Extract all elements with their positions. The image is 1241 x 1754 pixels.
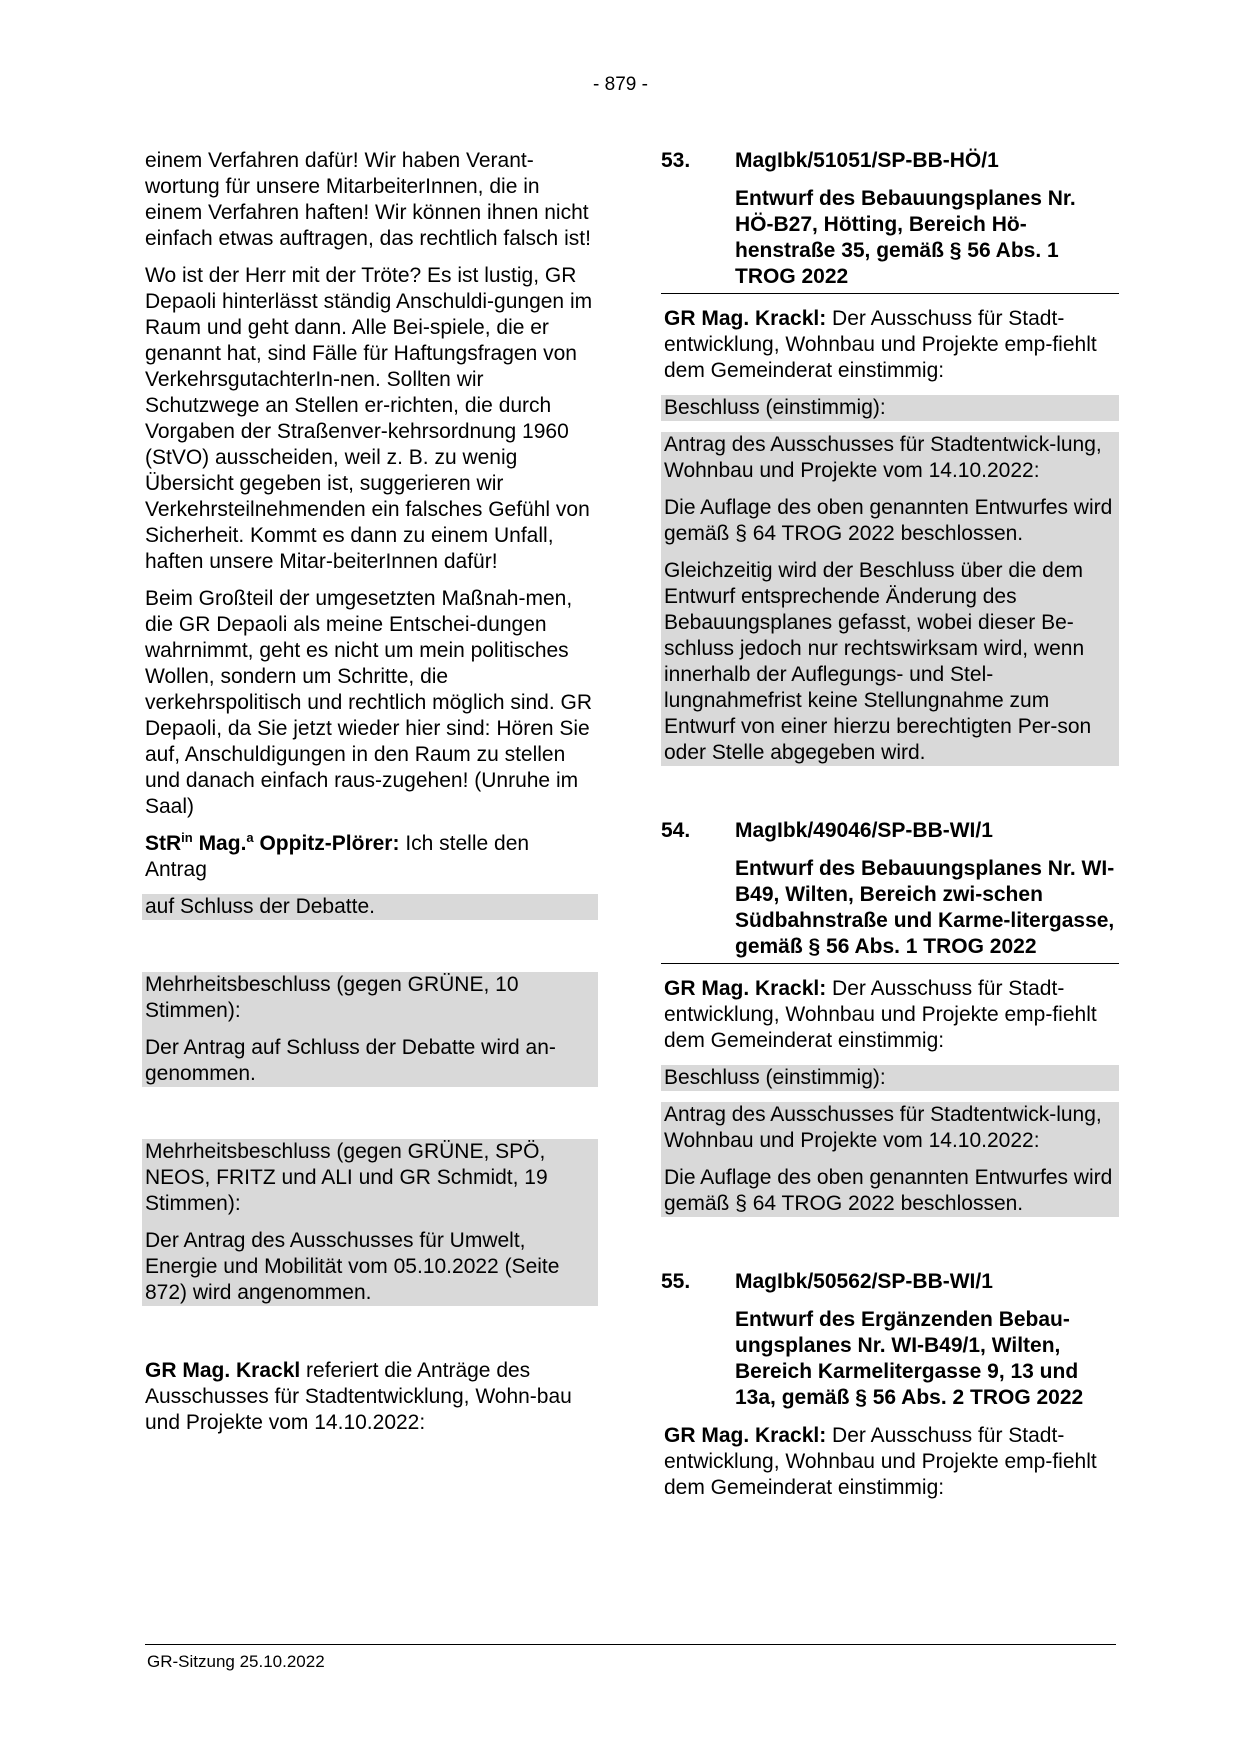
item-number: 54. xyxy=(661,819,691,842)
footer-divider xyxy=(145,1644,1116,1645)
vote-title: Mehrheitsbeschluss (gegen GRÜNE, 10 Stimmen): xyxy=(145,973,519,1022)
item-title: Entwurf des Bebauungsplanes Nr. WI-B49, Wilten, Bereich zwi-schen Südbahnstraße und Karme-litergasse, gemäß § 56 Abs. 1 TROG 2022 xyxy=(735,857,1115,958)
speaker-name: GR Mag. Krackl: xyxy=(664,1424,827,1447)
speaker-statement: GR Mag. Krackl referiert die Anträge des Ausschusses für Stadtentwicklung, Wohn-bau und Projekte vom 14.10.2022: xyxy=(145,1359,572,1434)
item-reference: MagIbk/50562/SP-BB-WI/1 xyxy=(735,1270,993,1293)
page-number: - 879 - xyxy=(593,74,648,95)
speaker-statement: GR Mag. Krackl: Der Ausschuss für Stadt-entwicklung, Wohnbau und Projekte emp-fiehlt dem Gemeinderat einstimmig: xyxy=(664,977,1097,1052)
speaker-name: GR Mag. Krackl: xyxy=(664,307,827,330)
motion-text: Antrag des Ausschusses für Stadtentwick-lung, Wohnbau und Projekte vom 14.10.2022: xyxy=(664,433,1102,482)
paragraph: Wo ist der Herr mit der Tröte? Es ist lustig, GR Depaoli hinterlässt ständig Anschuldi-gungen im Raum und geht dann. Alle Bei-spiele, die er genannt hat, sind Fälle für Haftungsfragen von VerkehrsgutachterIn-nen. Sollten wir Schutzwege an Stellen er-richten, die durch Vorgaben der Straßenver-kehrsordnung 1960 (StVO) ausscheiden, weil z. B. zu wenig Übersicht gegeben ist, suggerieren wir Verkehrsteilnehmenden ein falsches Gefühl von Sicherheit. Kommt es dann zu einem Unfall, haften unsere Mitar-beiterInnen dafür! xyxy=(145,264,593,573)
motion-text: auf Schluss der Debatte. xyxy=(145,895,375,918)
vote-result-box xyxy=(142,972,598,1087)
vote-text: Der Antrag auf Schluss der Debatte wird an-genommen. xyxy=(145,1036,556,1085)
decision-text-box xyxy=(661,432,1119,766)
decision-text: Die Auflage des oben genannten Entwurfes wird gemäß § 64 TROG 2022 beschlossen. xyxy=(664,496,1113,545)
right-column xyxy=(661,148,1116,1512)
item-reference: MagIbk/51051/SP-BB-HÖ/1 xyxy=(735,149,999,172)
decision-text-box xyxy=(661,1102,1119,1217)
vote-title: Mehrheitsbeschluss (gegen GRÜNE, SPÖ, NEOS, FRITZ und ALI und GR Schmidt, 19 Stimmen): xyxy=(145,1140,548,1215)
decision-box xyxy=(661,1065,1119,1091)
footer-text: GR-Sitzung 25.10.2022 xyxy=(147,1652,325,1671)
decision-box xyxy=(661,395,1119,421)
agenda-item-header xyxy=(661,148,1119,294)
decision-label: Beschluss (einstimmig): xyxy=(664,1066,886,1089)
paragraph: einem Verfahren dafür! Wir haben Verant-wortung für unsere MitarbeiterInnen, die in einem Verfahren haften! Wir können ihnen nicht einfach etwas auftragen, das rechtlich falsch ist! xyxy=(145,149,591,250)
paragraph: Beim Großteil der umgesetzten Maßnah-men, die GR Depaoli als meine Entschei-dungen wahrnimmt, geht es nicht um mein politisches Wollen, sondern um Schritte, die verkehrspolitisch und rechtlich möglich sind. GR Depaoli, da Sie jetzt wieder hier sind: Hören Sie auf, Anschuldigungen in den Raum zu stellen und danach einfach raus-zugehen! (Unruhe im Saal) xyxy=(145,587,593,818)
item-reference: MagIbk/49046/SP-BB-WI/1 xyxy=(735,819,993,842)
motion-box xyxy=(142,894,598,920)
speaker-name: StR$^{in}$ Mag.$^a$ Oppitz-Plörer: xyxy=(145,830,400,855)
decision-label: Beschluss (einstimmig): xyxy=(664,396,886,419)
agenda-item-header xyxy=(661,818,1119,964)
speaker-name: GR Mag. Krackl xyxy=(145,1359,301,1382)
speaker-statement: GR Mag. Krackl: Der Ausschuss für Stadt-entwicklung, Wohnbau und Projekte emp-fiehlt dem Gemeinderat einstimmig: xyxy=(664,307,1097,382)
agenda-item-header xyxy=(661,1269,1119,1411)
decision-text: Gleichzeitig wird der Beschluss über die dem Entwurf entsprechende Änderung des Bebauungsplanes gefasst, wobei dieser Be-schluss jedoch nur rechtswirksam wird, wenn innerhalb der Auflegungs- und Stel-lungnahmefrist keine Stellungnahme zum Entwurf von einer hierzu berechtigten Per-son oder Stelle abgegeben wird. xyxy=(664,559,1092,764)
left-column xyxy=(145,148,595,1447)
vote-text: Der Antrag des Ausschusses für Umwelt, Energie und Mobilität vom 05.10.2022 (Seite 872) wird angenommen. xyxy=(145,1229,560,1304)
vote-result-box xyxy=(142,1139,598,1306)
item-number: 53. xyxy=(661,149,691,172)
item-title: Entwurf des Ergänzenden Bebau-ungsplanes Nr. WI-B49/1, Wilten, Bereich Karmelitergasse 9, 13 und 13a, gemäß § 56 Abs. 2 TROG 2022 xyxy=(735,1308,1084,1409)
decision-text: Die Auflage des oben genannten Entwurfes wird gemäß § 64 TROG 2022 beschlossen. xyxy=(664,1166,1113,1215)
speaker-statement: GR Mag. Krackl: Der Ausschuss für Stadt-entwicklung, Wohnbau und Projekte emp-fiehlt dem Gemeinderat einstimmig: xyxy=(664,1424,1097,1499)
motion-text: Antrag des Ausschusses für Stadtentwick-lung, Wohnbau und Projekte vom 14.10.2022: xyxy=(664,1103,1102,1152)
item-number: 55. xyxy=(661,1270,691,1293)
speaker-statement: StR$^{in}$ Mag.$^a$ Oppitz-Plörer: Ich stelle den Antrag xyxy=(145,830,530,881)
item-title: Entwurf des Bebauungsplanes Nr. HÖ-B27, Hötting, Bereich Hö-henstraße 35, gemäß § 56 Abs. 1 TROG 2022 xyxy=(735,187,1076,288)
speaker-name: GR Mag. Krackl: xyxy=(664,977,827,1000)
